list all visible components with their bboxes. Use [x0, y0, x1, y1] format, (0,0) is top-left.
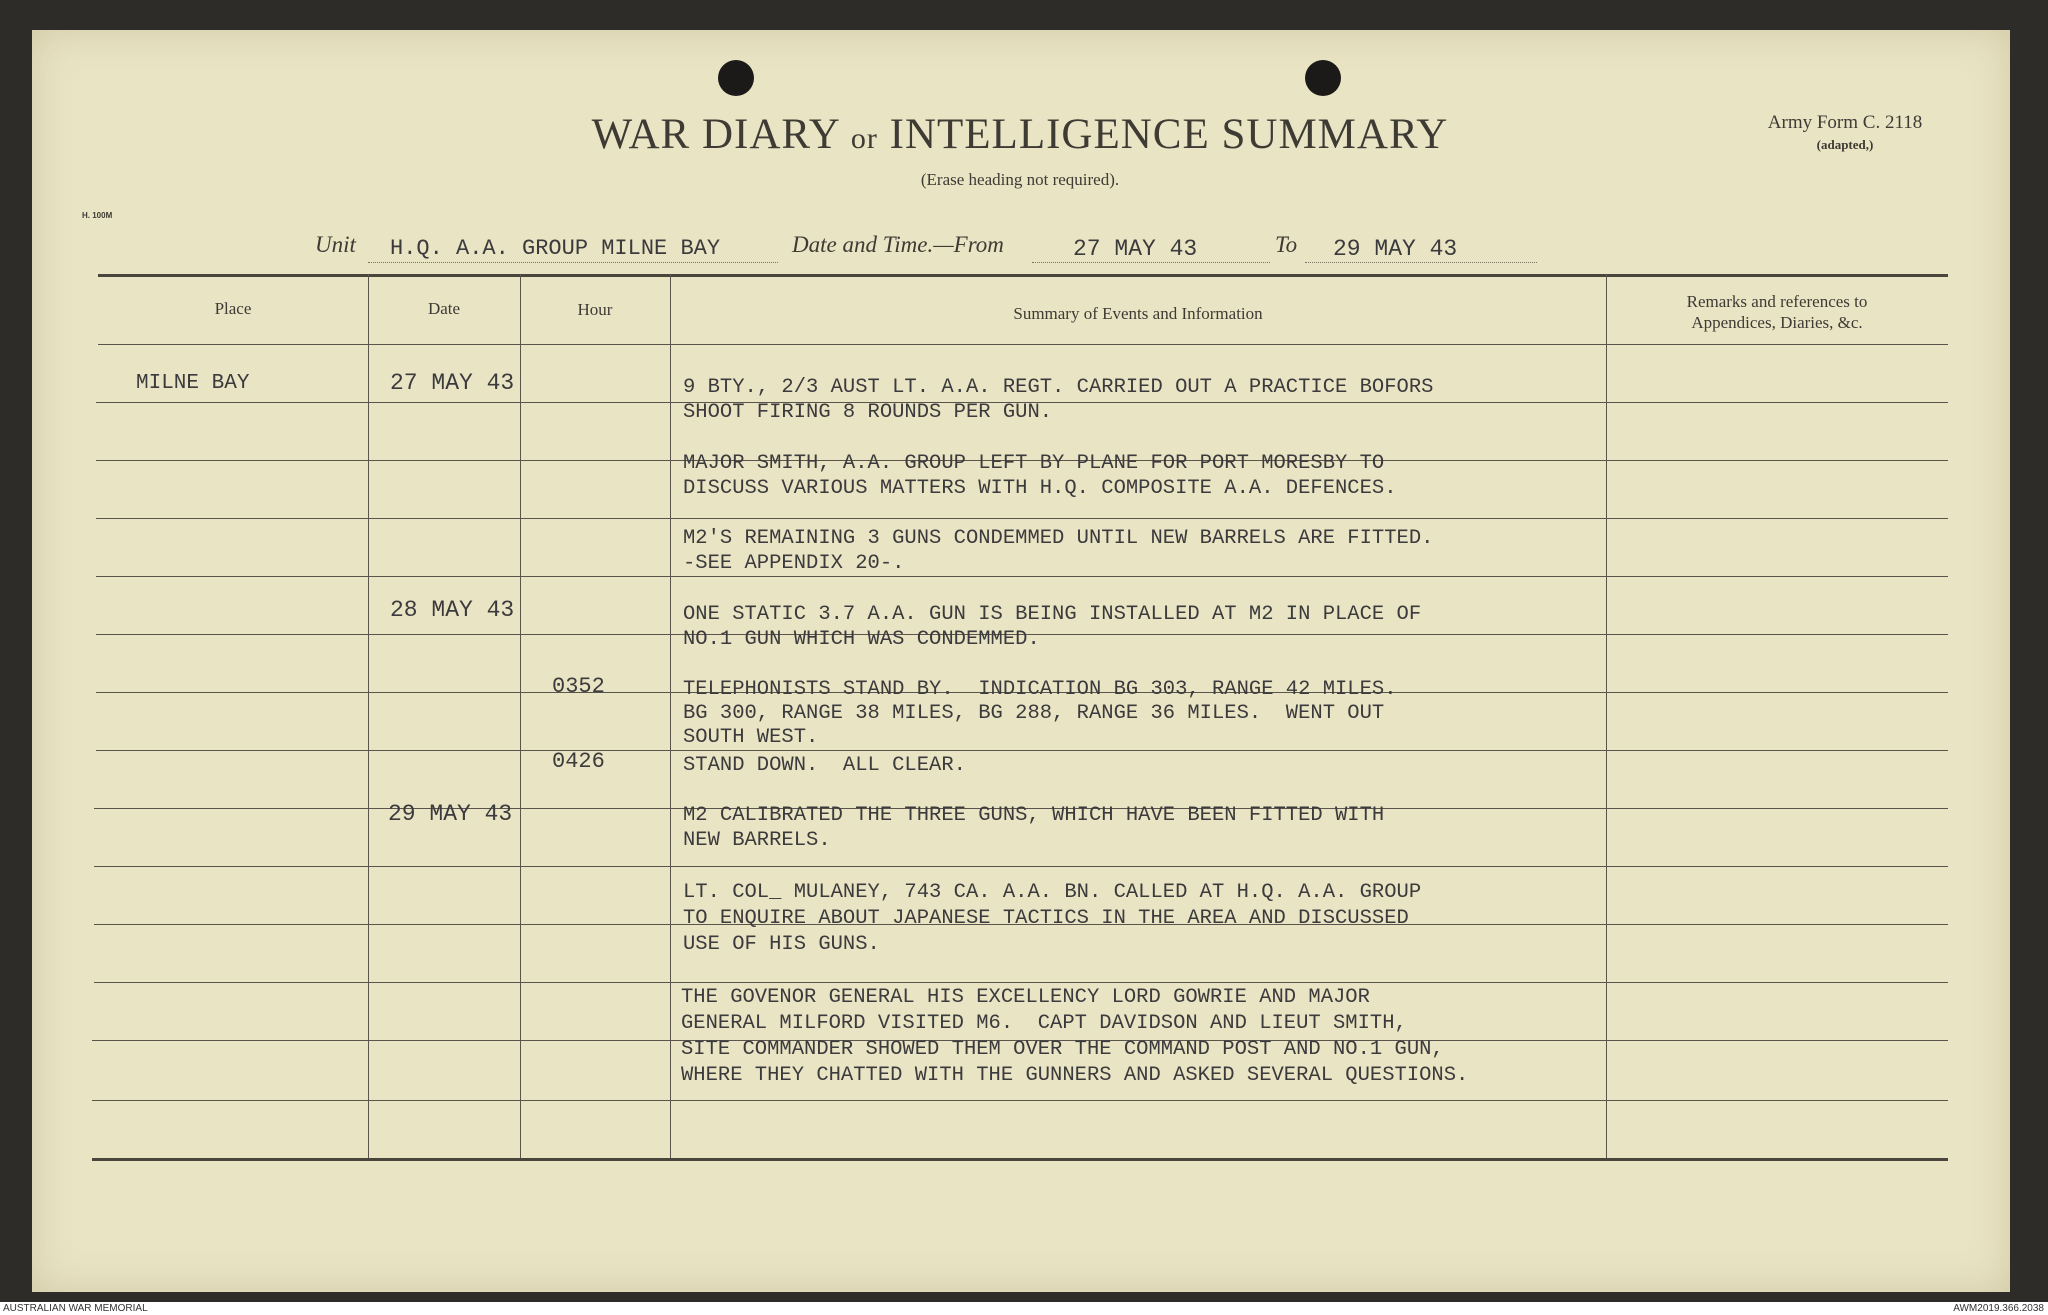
punch-hole-right	[1305, 60, 1341, 96]
row-rule	[96, 750, 1948, 751]
diary-entry: M2'S REMAINING 3 GUNS CONDEMMED UNTIL NEW BARRELS ARE FITTED. -SEE APPENDIX 20-.	[683, 527, 1434, 575]
table-top-rule	[98, 274, 1948, 277]
date-cell: 29 MAY 43	[388, 801, 513, 827]
diary-entry: ONE STATIC 3.7 A.A. GUN IS BEING INSTALLED AT M2 IN PLACE OF NO.1 GUN WHICH WAS CONDEMMED.	[683, 603, 1422, 651]
to-dotted-line	[1305, 262, 1537, 263]
place-cell: MILNE BAY	[136, 372, 250, 395]
from-dotted-line	[1032, 262, 1270, 263]
date-cell: 27 MAY 43	[390, 370, 515, 396]
column-header-place: Place	[214, 299, 252, 318]
collection-name: AUSTRALIAN WAR MEMORIAL	[3, 1303, 148, 1314]
row-rule	[94, 866, 1948, 867]
column-header-hour: Hour	[577, 300, 613, 319]
army-form-sub: (adapted,)	[1816, 137, 1874, 152]
row-rule	[94, 982, 1948, 983]
divider-date-hour	[520, 274, 521, 1158]
diary-entry: THE GOVENOR GENERAL HIS EXCELLENCY LORD GOWRIE AND MAJOR GENERAL MILFORD VISITED M6. CAPT DAVIDSON AND LIEUT SMITH, SITE COMMANDER SHOWED THEM OVER THE COMMAND POST AND NO.1 GUN, WHERE THEY CHATTED WITH THE GUNNERS AND ASKED SEVERAL QUESTIONS.	[681, 986, 1469, 1087]
from-value: 27 MAY 43	[1073, 236, 1198, 262]
hour-cell: 0352	[552, 674, 605, 699]
diary-entry: TELEPHONISTS STAND BY. INDICATION BG 303, RANGE 42 MILES. BG 300, RANGE 38 MILES, BG 288, RANGE 36 MILES. WENT OUT SOUTH WEST.	[683, 678, 1397, 749]
column-header-summary: Summary of Events and Information	[1013, 304, 1263, 323]
erase-note: (Erase heading not required).	[920, 170, 1120, 189]
table-bottom-rule	[92, 1158, 1948, 1161]
diary-entry: MAJOR SMITH, A.A. GROUP LEFT BY PLANE FOR PORT MORESBY TO DISCUSS VARIOUS MATTERS WITH H.Q. COMPOSITE A.A. DEFENCES.	[683, 452, 1397, 500]
form-code: H. 100M	[82, 211, 113, 220]
army-form-label	[1720, 112, 1970, 156]
caption-strip	[0, 1302, 2048, 1315]
column-header-remarks	[1606, 291, 1948, 333]
row-rule	[96, 518, 1948, 519]
row-rule	[92, 1100, 1948, 1101]
to-label: To	[1275, 232, 1298, 257]
army-form-number: Army Form C. 2118	[1767, 112, 1923, 133]
diary-entry: STAND DOWN. ALL CLEAR.	[683, 754, 966, 777]
catalogue-number: AWM2019.366.2038	[1953, 1303, 2044, 1314]
divider-hour-summary	[670, 274, 671, 1158]
title-intelligence-summary: INTELLIGENCE SUMMARY	[889, 111, 1449, 158]
diary-entry: LT. COL_ MULANEY, 743 CA. A.A. BN. CALLED AT H.Q. A.A. GROUP TO ENQUIRE ABOUT JAPANESE TACTICS IN THE AREA AND DISCUSSED USE OF HIS GUNS.	[683, 881, 1422, 956]
unit-label: Unit	[315, 232, 356, 257]
diary-entry: M2 CALIBRATED THE THREE GUNS, WHICH HAVE BEEN FITTED WITH NEW BARRELS.	[683, 804, 1385, 852]
unit-value: H.Q. A.A. GROUP MILNE BAY	[390, 236, 721, 261]
unit-dotted-line	[368, 262, 778, 263]
war-diary-page	[32, 30, 2010, 1292]
title-or: or	[850, 122, 878, 155]
divider-summary-remarks	[1606, 274, 1607, 1158]
row-rule	[96, 576, 1948, 577]
title-war-diary: WAR DIARY	[591, 111, 840, 158]
diary-entry: 9 BTY., 2/3 AUST LT. A.A. REGT. CARRIED OUT A PRACTICE BOFORS SHOOT FIRING 8 ROUNDS PER GUN.	[683, 376, 1434, 424]
date-time-label: Date and Time.—From	[792, 232, 1004, 257]
column-header-date: Date	[427, 299, 461, 318]
remarks-header-line2: Appendices, Diaries, &c.	[1691, 313, 1863, 332]
page-title	[560, 110, 1480, 159]
hour-cell: 0426	[552, 749, 605, 774]
punch-hole-left	[718, 60, 754, 96]
remarks-header-line1: Remarks and references to	[1686, 292, 1868, 311]
divider-place-date	[368, 274, 369, 1158]
date-cell: 28 MAY 43	[390, 597, 515, 623]
to-value: 29 MAY 43	[1333, 236, 1458, 262]
header-rule	[98, 344, 1948, 345]
